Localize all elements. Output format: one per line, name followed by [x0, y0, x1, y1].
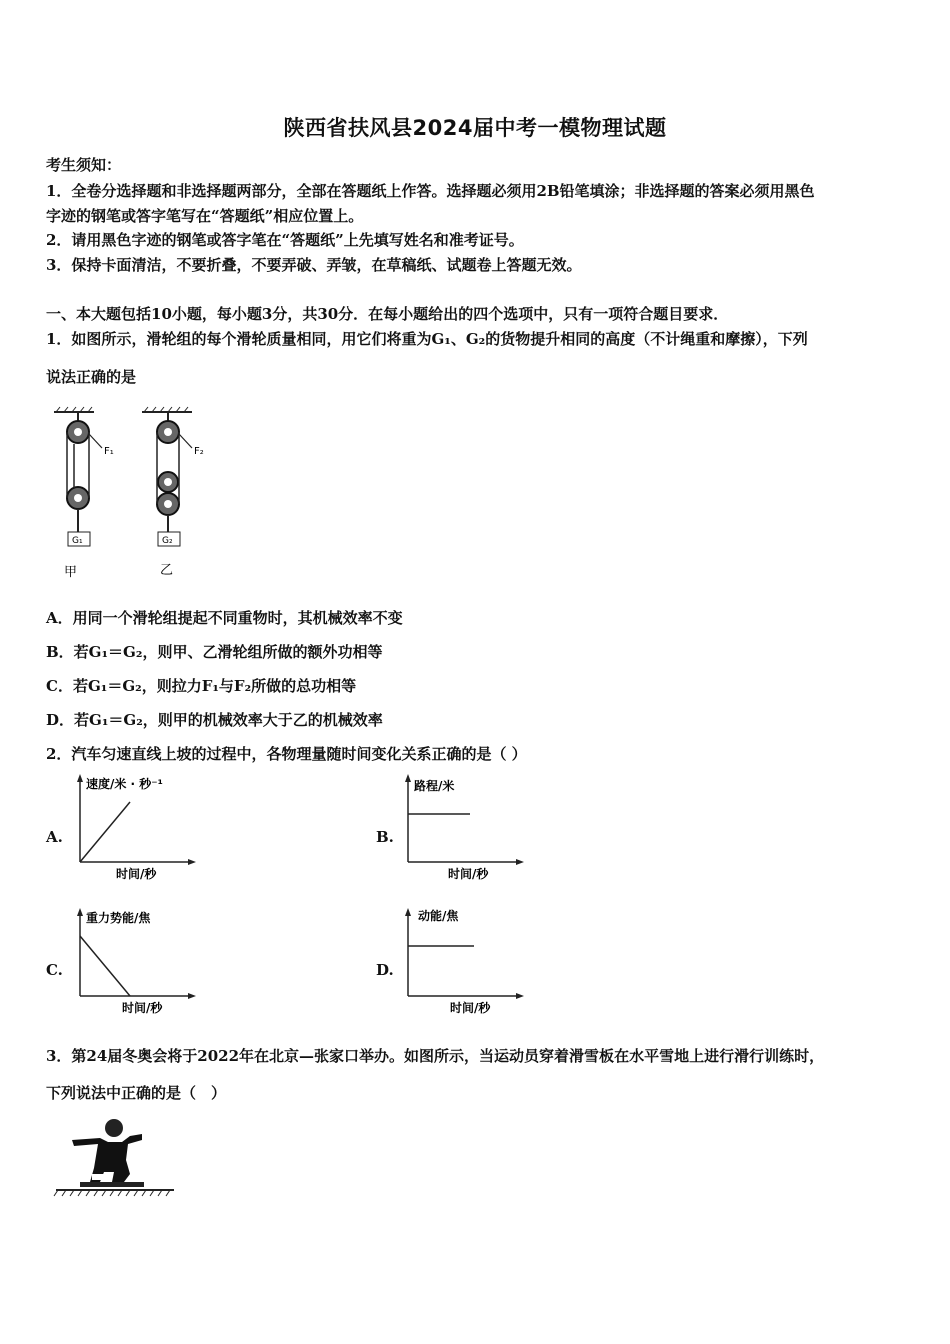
notice-heading: 考生须知： — [46, 156, 122, 174]
chart-c-ylabel: 重力势能/焦 — [86, 911, 151, 925]
q2-stem: 2．汽车匀速直线上坡的过程中，各物理量随时间变化关系正确的是（ ） — [46, 745, 527, 763]
notice-item: 1．全卷分选择题和非选择题两部分，全部在答题纸上作答。选择题必须用2B铅笔填涂；非选择题的答案必须用黑色 — [46, 182, 815, 200]
weight-g2-label: G₂ — [162, 536, 173, 546]
q2-chart-a[interactable] — [70, 772, 200, 884]
page-title: 陕西省扶风县2024届中考一模物理试题 — [283, 116, 667, 140]
q3-stem-cont: 下列说法中正确的是（ ） — [46, 1084, 227, 1102]
pulley-figure — [44, 404, 224, 584]
q1-option-c[interactable]: C．若G₁＝G₂，则拉力F₁与F₂所做的总功相等 — [46, 677, 357, 695]
skier-body — [72, 1134, 142, 1182]
figure-label-jia: 甲 — [64, 565, 78, 580]
q1-option-a[interactable]: A．用同一个滑轮组提起不同重物时，其机械效率不变 — [46, 609, 403, 627]
ceiling-left — [54, 407, 94, 412]
chart-b-xlabel: 时间/秒 — [448, 867, 489, 881]
force-label-f1: F₁ — [104, 446, 114, 457]
q1-option-b[interactable]: B．若G₁＝G₂，则甲、乙滑轮组所做的额外功相等 — [46, 643, 383, 661]
notice-item: 3．保持卡面清洁，不要折叠，不要弄破、弄皱，在草稿纸、试题卷上答题无效。 — [46, 256, 582, 274]
q2-chart-c[interactable] — [70, 906, 200, 1018]
q1-stem-cont: 说法正确的是 — [46, 368, 137, 386]
notice-item: 2．请用黑色字迹的钢笔或答字笔在“答题纸”上先填写姓名和准考证号。 — [46, 231, 524, 249]
q3-stem: 3．第24届冬奥会将于2022年在北京—张家口举办。如图所示，当运动员穿着滑雪板在水平雪地上进行滑行训练时， — [46, 1047, 825, 1065]
q1-option-d[interactable]: D．若G₁＝G₂，则甲的机械效率大于乙的机械效率 — [46, 711, 383, 729]
notice-item: 字迹的钢笔或答字笔写在“答题纸”相应位置上。 — [46, 207, 364, 225]
weight-g1-label: G₁ — [72, 536, 83, 546]
q2-option-a-letter[interactable]: A. — [46, 828, 63, 846]
figure-label-yi: 乙 — [160, 563, 174, 578]
chart-a-xlabel: 时间/秒 — [116, 867, 157, 881]
q1-stem: 1．如图所示，滑轮组的每个滑轮质量相同，用它们将重为G₁、G₂的货物提升相同的高度（不计绳重和摩擦），下列 — [46, 330, 808, 348]
chart-b-ylabel: 路程/米 — [414, 779, 455, 793]
skier-figure — [52, 1114, 182, 1198]
q2-chart-b[interactable] — [398, 772, 528, 884]
q2-option-c-letter[interactable]: C. — [46, 961, 63, 979]
chart-d-xlabel: 时间/秒 — [450, 1001, 491, 1015]
chart-d-ylabel: 动能/焦 — [418, 909, 459, 923]
chart-c-xlabel: 时间/秒 — [122, 1001, 163, 1015]
chart-c-line — [80, 936, 130, 996]
chart-a-ylabel: 速度/米 · 秒⁻¹ — [86, 777, 163, 791]
ceiling-right — [142, 407, 192, 412]
force-label-f2: F₂ — [194, 446, 204, 457]
chart-a-line — [80, 802, 130, 862]
section-heading: 一、本大题包括10小题，每小题3分，共30分．在每小题给出的四个选项中，只有一项符合题目要求． — [46, 305, 729, 323]
snowboard — [80, 1182, 144, 1187]
skier-head — [105, 1119, 123, 1137]
q2-chart-d[interactable] — [398, 906, 528, 1018]
